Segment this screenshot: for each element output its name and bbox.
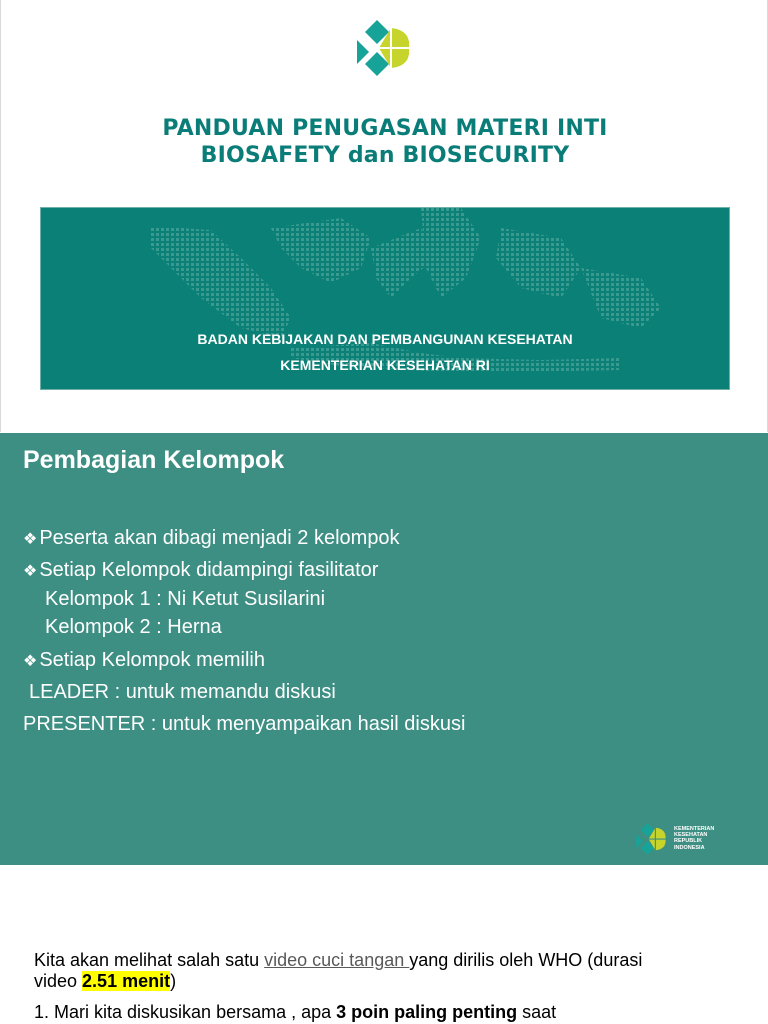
- banner-org-name: BADAN KEBIJAKAN DAN PEMBANGUNAN KESEHATAN: [197, 331, 573, 347]
- bullet-item: ❖ Peserta akan dibagi menjadi 2 kelompok: [23, 527, 400, 549]
- kemenkes-logo-icon: [353, 16, 417, 80]
- title-banner: [41, 208, 729, 389]
- presenter-role: PRESENTER : untuk menyampaikan hasil diskusi: [23, 713, 466, 735]
- page-title-line-2: BIOSAFETY dan BIOSECURITY: [200, 143, 570, 168]
- video-link[interactable]: video cuci tangan: [264, 950, 410, 970]
- page-title-line-1: PANDUAN PENUGASAN MATERI INTI: [162, 116, 608, 141]
- banner-ministry-name: KEMENTERIAN KESEHATAN RI: [280, 357, 490, 373]
- diamond-bullet-icon: ❖: [23, 653, 38, 670]
- diamond-bullet-icon: ❖: [23, 531, 38, 548]
- logo-caption: KEMENTERIAN KESEHATAN REPUBLIK INDONESIA: [674, 826, 715, 851]
- kemenkes-logo-icon: [634, 821, 670, 857]
- intro-line: Kita akan melihat salah satu video cuci tangan yang dirilis oleh WHO (durasi: [34, 950, 643, 970]
- bullet-item: ❖ Setiap Kelompok memilih: [23, 649, 265, 671]
- duration-line: video 2.51 menit): [34, 971, 177, 991]
- task-item-1: 1. Mari kita diskusikan bersama , apa 3 poin paling penting saat: [34, 1002, 557, 1022]
- group-1-facilitator: Kelompok 1 : Ni Ketut Susilarini: [45, 588, 326, 610]
- title-slide: [0, 0, 768, 432]
- slide-heading: Pembagian Kelompok: [23, 446, 285, 474]
- bullet-item: ❖ Setiap Kelompok didampingi fasilitator: [23, 559, 379, 581]
- duration-highlight: 2.51 menit: [82, 971, 171, 991]
- video-task-slide: [0, 866, 768, 1024]
- group-2-facilitator: Kelompok 2 : Herna: [45, 616, 222, 638]
- group-division-slide: [0, 433, 768, 865]
- diamond-bullet-icon: ❖: [23, 563, 38, 580]
- leader-role: LEADER : untuk memandu diskusi: [29, 681, 336, 703]
